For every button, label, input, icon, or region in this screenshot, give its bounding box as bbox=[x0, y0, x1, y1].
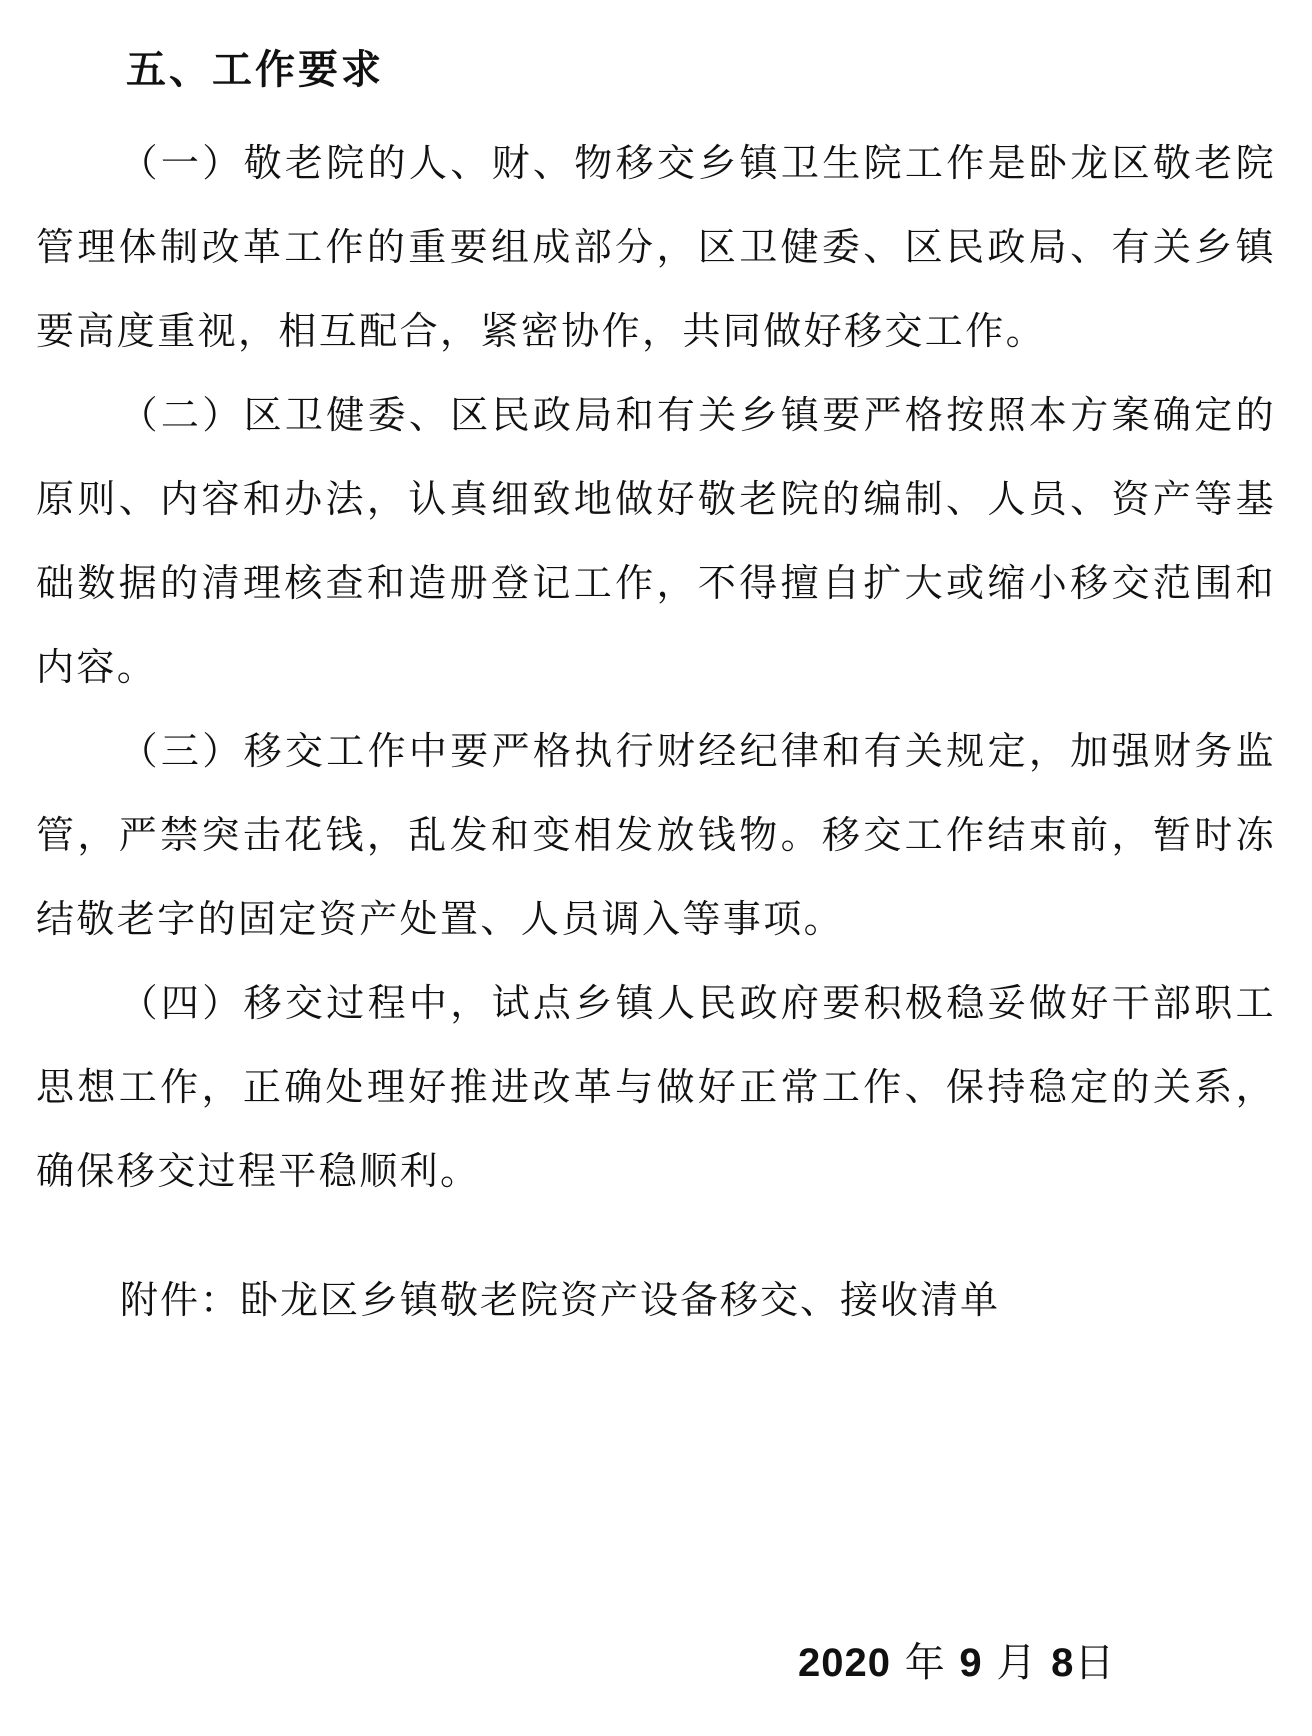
section-heading: 五、工作要求 bbox=[126, 47, 384, 93]
attachment-note: 附件：卧龙区乡镇敬老院资产设备移交、接收清单 bbox=[120, 1278, 1001, 1322]
document-date bbox=[798, 1633, 1115, 1693]
date-day-unit: 日 bbox=[1074, 1640, 1116, 1686]
document-body bbox=[36, 121, 1276, 1213]
paragraph-4: （四）移交过程中，试点乡镇人民政府要积极稳妥做好干部职工思想工作，正确处理好推进改革与做好正常工作、保持稳定的关系，确保移交过程平稳顺利。 bbox=[36, 981, 1276, 1193]
paragraph-3: （三）移交工作中要严格执行财经纪律和有关规定，加强财务监管，严禁突击花钱，乱发和变相发放钱物。移交工作结束前，暂时冻结敬老字的固定资产处置、人员调入等事项。 bbox=[36, 729, 1276, 941]
date-month: 9 bbox=[959, 1641, 983, 1685]
date-year: 2020 bbox=[798, 1641, 891, 1685]
date-year-unit: 年 bbox=[904, 1640, 946, 1686]
paragraph-1: （一）敬老院的人、财、物移交乡镇卫生院工作是卧龙区敬老院管理体制改革工作的重要组成部分，区卫健委、区民政局、有关乡镇要高度重视，相互配合，紧密协作，共同做好移交工作。 bbox=[36, 141, 1276, 353]
paragraph-2: （二）区卫健委、区民政局和有关乡镇要严格按照本方案确定的原则、内容和办法，认真细致地做好敬老院的编制、人员、资产等基础数据的清理核查和造册登记工作，不得擅自扩大或缩小移交范围和内容。 bbox=[36, 393, 1276, 689]
date-month-unit: 月 bbox=[996, 1640, 1038, 1686]
date-day: 8 bbox=[1051, 1641, 1075, 1685]
